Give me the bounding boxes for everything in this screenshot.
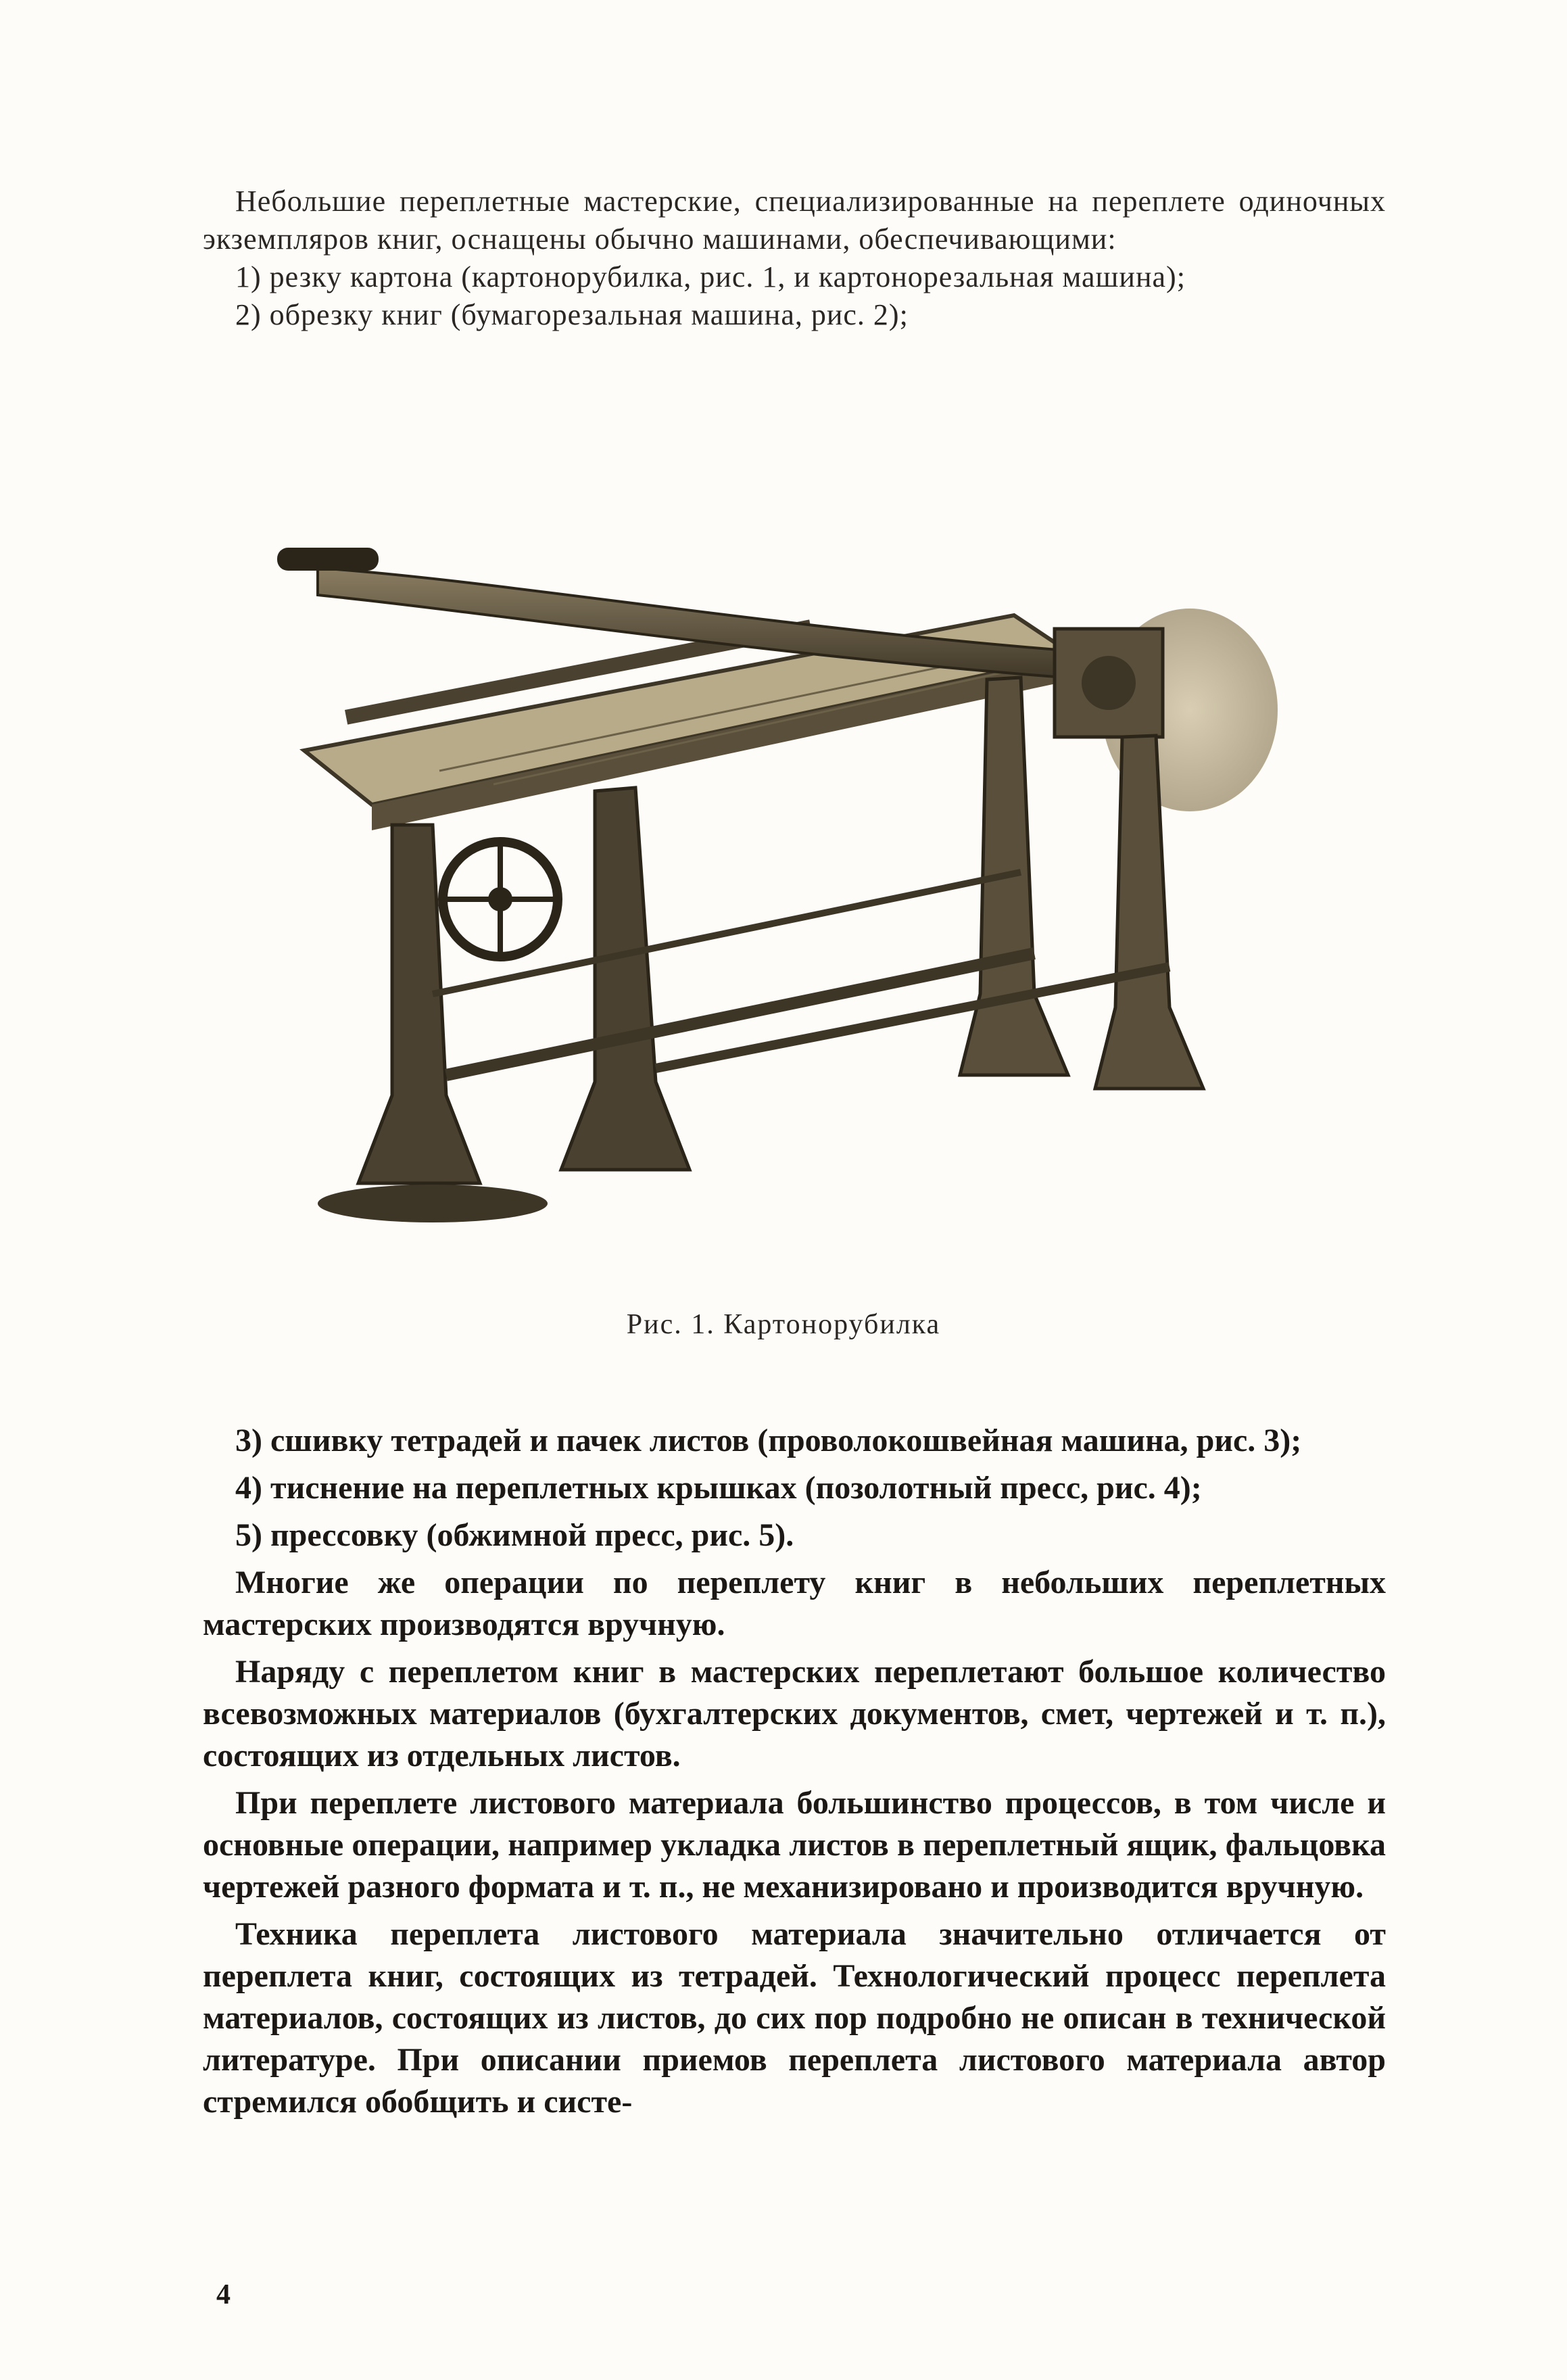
list-item-5: 5) прессовку (обжимной пресс, рис. 5). bbox=[235, 1517, 794, 1553]
list-item-2: 2) обрезку книг (бумагорезальная машина, рис. 2); bbox=[235, 298, 909, 331]
intro-text bbox=[203, 183, 1386, 334]
page-number: 4 bbox=[216, 2279, 231, 2310]
paragraph-manual-ops: Многие же операции по переплету книг в небольших переплетных мастерских производятся вручную. bbox=[203, 1565, 1386, 1642]
list-item-1: 1) резку картона (картоноpубилка, рис. 1, и картонорезальная машина); bbox=[235, 260, 1186, 293]
paragraph-technique: Техника переплета листового материала значительно отличается от переплета книг, состоящих из тетрадей. Технологический процесс переплета материалов, состоящих из листов, до сих пор подробно не описан в технической литературе. При описании приемов переплета листового материала автор стремился обобщить и систе- bbox=[203, 1916, 1386, 2120]
main-text bbox=[203, 1420, 1386, 2123]
list-item-3: 3) сшивку тетрадей и пачек листов (проволокошвейная машина, рис. 3); bbox=[235, 1423, 1302, 1458]
figure-caption: Рис. 1. Картонорубилка bbox=[626, 1309, 941, 1340]
paragraph-sheet-binding: При переплете листового материала большинство процессов, в том числе и основные операции, например укладка листов в переплетный ящик, фальцовка чертежей разного формата и т. п., не механизировано и производится вручную. bbox=[203, 1785, 1386, 1905]
list-item-4: 4) тиснение на переплетных крышках (позолотный пресс, рис. 4); bbox=[235, 1470, 1202, 1506]
paragraph-materials: Наряду с переплетом книг в мастерских переплетают большое количество всевозможных материалов (бухгалтерских документов, смет, чертежей и т. п.), состоящих из отдельных листов. bbox=[203, 1654, 1386, 1774]
cardboard-cutter-illustration bbox=[277, 521, 1291, 1278]
intro-paragraph: Небольшие переплетные мастерские, специализированные на переплете одиночных экземпляров книг, оснащены обычно машинами, обеспечивающими: bbox=[203, 185, 1386, 256]
